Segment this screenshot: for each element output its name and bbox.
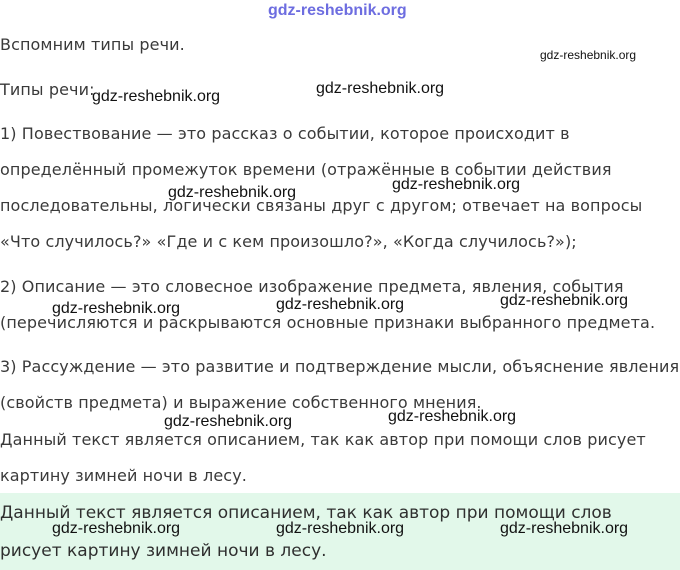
narration-line-2: определённый промежуток времени (отражённые в событии действия — [0, 160, 612, 179]
watermark: gdz-reshebnik.org — [276, 520, 405, 537]
narration-line-3: последовательны, логически связаны друг с другом; отвечает на вопросы — [0, 196, 643, 215]
watermark: gdz-reshebnik.org — [316, 80, 445, 97]
watermark: gdz-reshebnik.org — [52, 520, 181, 537]
reasoning-line-2: (свойств предмета) и выражение собственного мнения. — [0, 393, 482, 412]
watermark: gdz-reshebnik.org — [540, 48, 637, 62]
watermark: gdz-reshebnik.org — [168, 184, 297, 201]
intro-text: Вспомним типы речи. — [0, 35, 185, 54]
watermark: gdz-reshebnik.org — [164, 413, 293, 430]
reasoning-line-1: 3) Рассуждение — это развитие и подтверждение мысли, объяснение явления — [0, 357, 680, 376]
types-label: Типы речи: — [0, 80, 95, 99]
watermark: gdz-reshebnik.org — [500, 292, 629, 309]
answer-line-2: рисует картину зимней ночи в лесу. — [0, 541, 327, 561]
narration-line-4: «Что случилось?» «Где и с кем произошло?», «Когда случилось?»); — [0, 232, 577, 251]
answer-line-1: Данный текст является описанием, так как автор при помощи слов — [0, 503, 612, 523]
top-watermark-link[interactable]: gdz-reshebnik.org — [268, 2, 407, 19]
conclusion-line-2: картину зимней ночи в лесу. — [0, 466, 247, 485]
watermark: gdz-reshebnik.org — [276, 296, 405, 313]
description-line-1: 2) Описание — это словесное изображение предмета, явления, события — [0, 277, 624, 296]
watermark: gdz-reshebnik.org — [500, 520, 629, 537]
narration-line-1: 1) Повествование — это рассказ о событии, которое происходит в — [0, 124, 570, 143]
watermark: gdz-reshebnik.org — [92, 88, 221, 105]
description-line-2: (перечисляются и раскрываются основные признаки выбранного предмета. — [0, 313, 656, 332]
watermark: gdz-reshebnik.org — [388, 408, 517, 425]
conclusion-line-1: Данный текст является описанием, так как автор при помощи слов рисует — [0, 430, 646, 449]
watermark: gdz-reshebnik.org — [392, 176, 521, 193]
watermark: gdz-reshebnik.org — [52, 300, 181, 317]
